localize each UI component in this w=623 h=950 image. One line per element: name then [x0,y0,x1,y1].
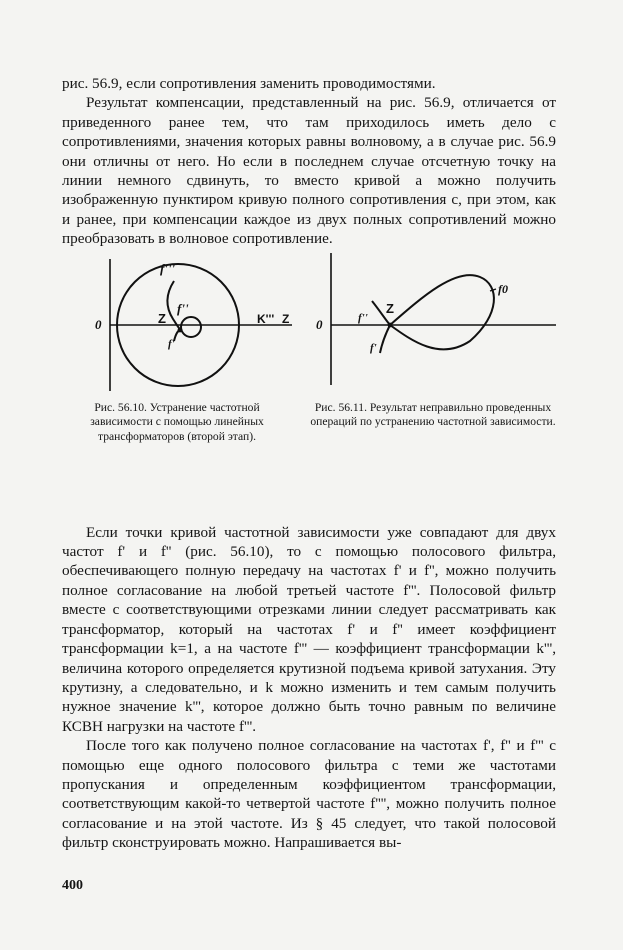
paragraph-full-matching: После того как получено полное согласование на частотах f', f'' и f''' с помощью еще одного полосового фильтра с теми же частотами пропускания и определенным коэффициентом трансформации, соответствующим какой-то четвертой частоте f'''', можно получить полное согласование и на этой частоте. Из § 45 следует, что такой полосовой фильтр сконструировать можно. Напрашивается вы- [62,737,556,852]
f2-label: f'' [358,311,368,324]
f3-label: f''' [160,260,176,276]
match-point [178,327,183,332]
origin-label: 0 [95,316,102,332]
match-point [388,322,393,327]
f0-tick [490,289,496,291]
figure-56-10 [62,253,292,445]
f1-label: f' [370,341,377,354]
figure-56-11-caption: Рис. 56.11. Результат неправильно проведенных операций по устранению частотной зависимости. [310,400,556,429]
f2-label: f'' [177,300,189,316]
curve-end [380,325,390,353]
f1-label: f' [168,337,175,350]
figure-56-10-diagram [62,253,292,397]
loop-curve [390,275,494,349]
k3-label: K''' [257,311,275,326]
paragraph-continuation: рис. 56.9, если сопротивления заменить проводимостями. [62,75,436,92]
origin-label: 0 [316,316,323,332]
figure-56-11 [310,253,556,430]
figure-56-11-diagram [310,253,556,397]
z-label: Z [158,310,166,326]
paragraph-bandpass-filter: Если точки кривой частотной зависимости уже совпадают для двух частот f' и f'' (рис. 56.10), то с помощью полосового фильтра, обеспечивающего полную передачу на частотах f' и f'', можно получить полное согласование на любой третьей частоте f'''. Полосовой фильтр вместе с соответствующими отрезками линии следует рассматривать как трансформатор, который на частотах f' и f'' имеет коэффициент трансформации k=1, а на частоте f''' — коэффициент трансформации k''', величина которого определяется крутизной подъема кривой затухания. Эту крутизну, а следовательно, и k можно изменить и тем самым получить нужное значение k''', которое должно быть точно равным по величине КСВН нагрузки на частоте f'''. [62,523,556,735]
z2-label: Z [282,311,290,326]
figure-56-10-caption: Рис. 56.10. Устранение частотной зависимости с помощью линейных трансформаторов (второй этап). [90,400,264,443]
spacer [62,489,556,523]
page-number: 400 [62,878,83,893]
z-label: Z [386,300,394,316]
f0-label: f0 [498,281,508,296]
page-body [62,74,556,853]
paragraph-compensation-result: Результат компенсации, представленный на рис. 56.9, отличается от приведенного ранее тем, что там приходилось иметь дело с сопротивлениями, значения которых равны волновому, а в случае рис. 56.9 они отличны от него. Но если в последнем случае отсчетную точку на линии немного сдвинуть, то вместо кривой a можно получить изображенную пунктиром кривую полного сопротивления c, при этом, как и ранее, при компенсации каждое из двух полных сопротивлений можно преобразовать в волновое сопротивление. [62,94,556,248]
small-loop [181,317,201,337]
figures-row [62,253,556,489]
